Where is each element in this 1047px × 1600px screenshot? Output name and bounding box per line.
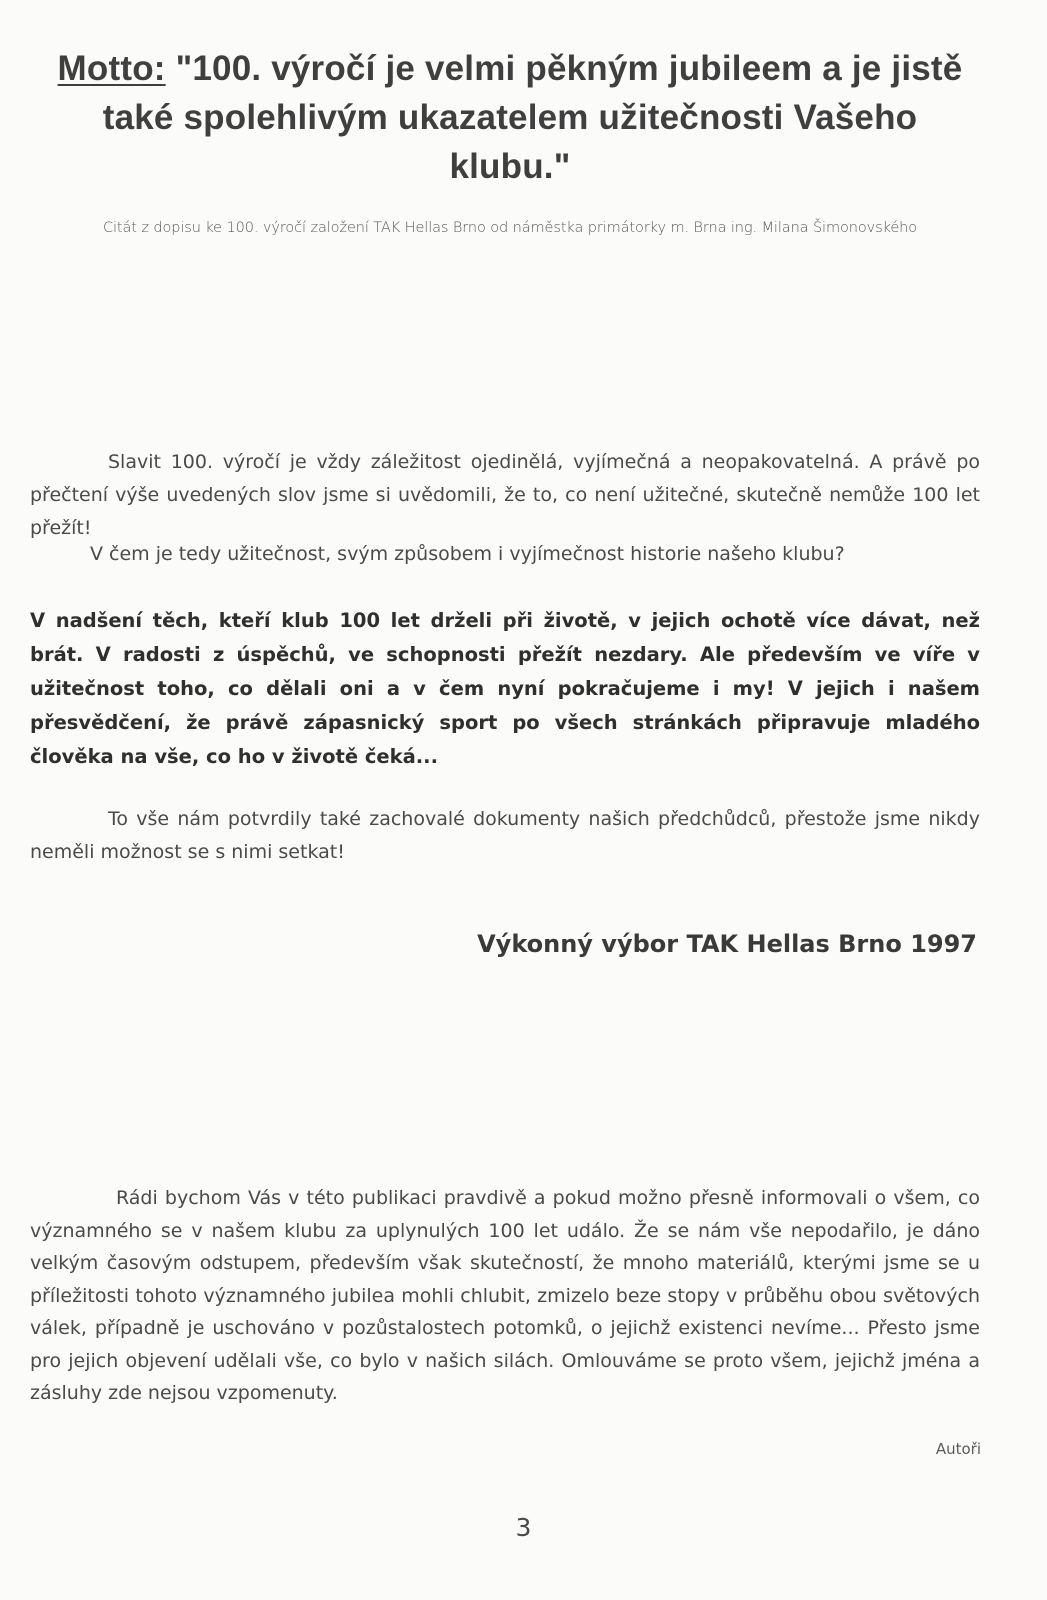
committee-signature: Výkonný výbor TAK Hellas Brno 1997 — [477, 930, 977, 958]
paragraph-question: V čem je tedy užitečnost, svým způsobem i vyjímečnost historie našeho klubu? — [90, 543, 845, 565]
paragraph-bold-answer: V nadšení těch, kteří klub 100 let drželi při životě, v jejich ochotě více dávat, než brát. V radosti z úspěchů, ve schopnosti přežít nezdary. Ale především ve víře v užitečnost toho, co dělali oni a v čem nyní pokračujeme i my! V jejich i našem přesvědčení, že právě zápasnický sport po všech stránkách připravuje mladého člověka na vše, co ho v životě čeká... — [30, 609, 980, 768]
paragraph-documents: To vše nám potvrdily také zachovalé dokumenty našich předchůdců, přestože jsme nikdy neměli možnost se s nimi setkat! — [30, 808, 980, 863]
paragraph-intro: Slavit 100. výročí je vždy záležitost ojedinělá, vyjímečná a neopakovatelná. A právě po přečtení výše uvedených slov jsme si uvědomili, že to, co není užitečné, skutečně nemůže 100 let přežít! — [30, 451, 980, 539]
page-number: 3 — [515, 1513, 532, 1542]
paragraph-publication-note: Rádi bychom Vás v této publikaci pravdivě a pokud možno přesně informovali o všem, co významného se v našem klubu za uplynulých 100 let událo. Že se nám vše nepodařilo, je dáno velkým časovým odstupem, především však skutečností, že mnoho materiálů, kterými jsme se u příležitosti tohoto významného jubilea mohli chlubit, zmizelo beze stopy v průběhu obou světových válek, případně je uschováno v pozůstalostech potomků, o jejichž existenci nevíme... Přesto jsme pro jejich objevení udělali vše, co bylo v našich silách. Omlouváme se proto všem, jejichž jména a zásluhy zde nejsou vzpomenuty. — [30, 1187, 980, 1404]
motto-quote: "100. výročí je velmi pěkným jubileem a je jistě také spolehlivým ukazatelem užitečnosti Vašeho klubu." — [102, 49, 963, 186]
motto-heading — [40, 44, 980, 191]
authors-signature: Autoři — [935, 1440, 981, 1458]
motto-label: Motto: — [57, 49, 166, 88]
citation-note: Citát z dopisu ke 100. výročí založení TAK Hellas Brno od náměstka primátorky m. Brna ing. Milana Šimonovského — [102, 220, 918, 236]
